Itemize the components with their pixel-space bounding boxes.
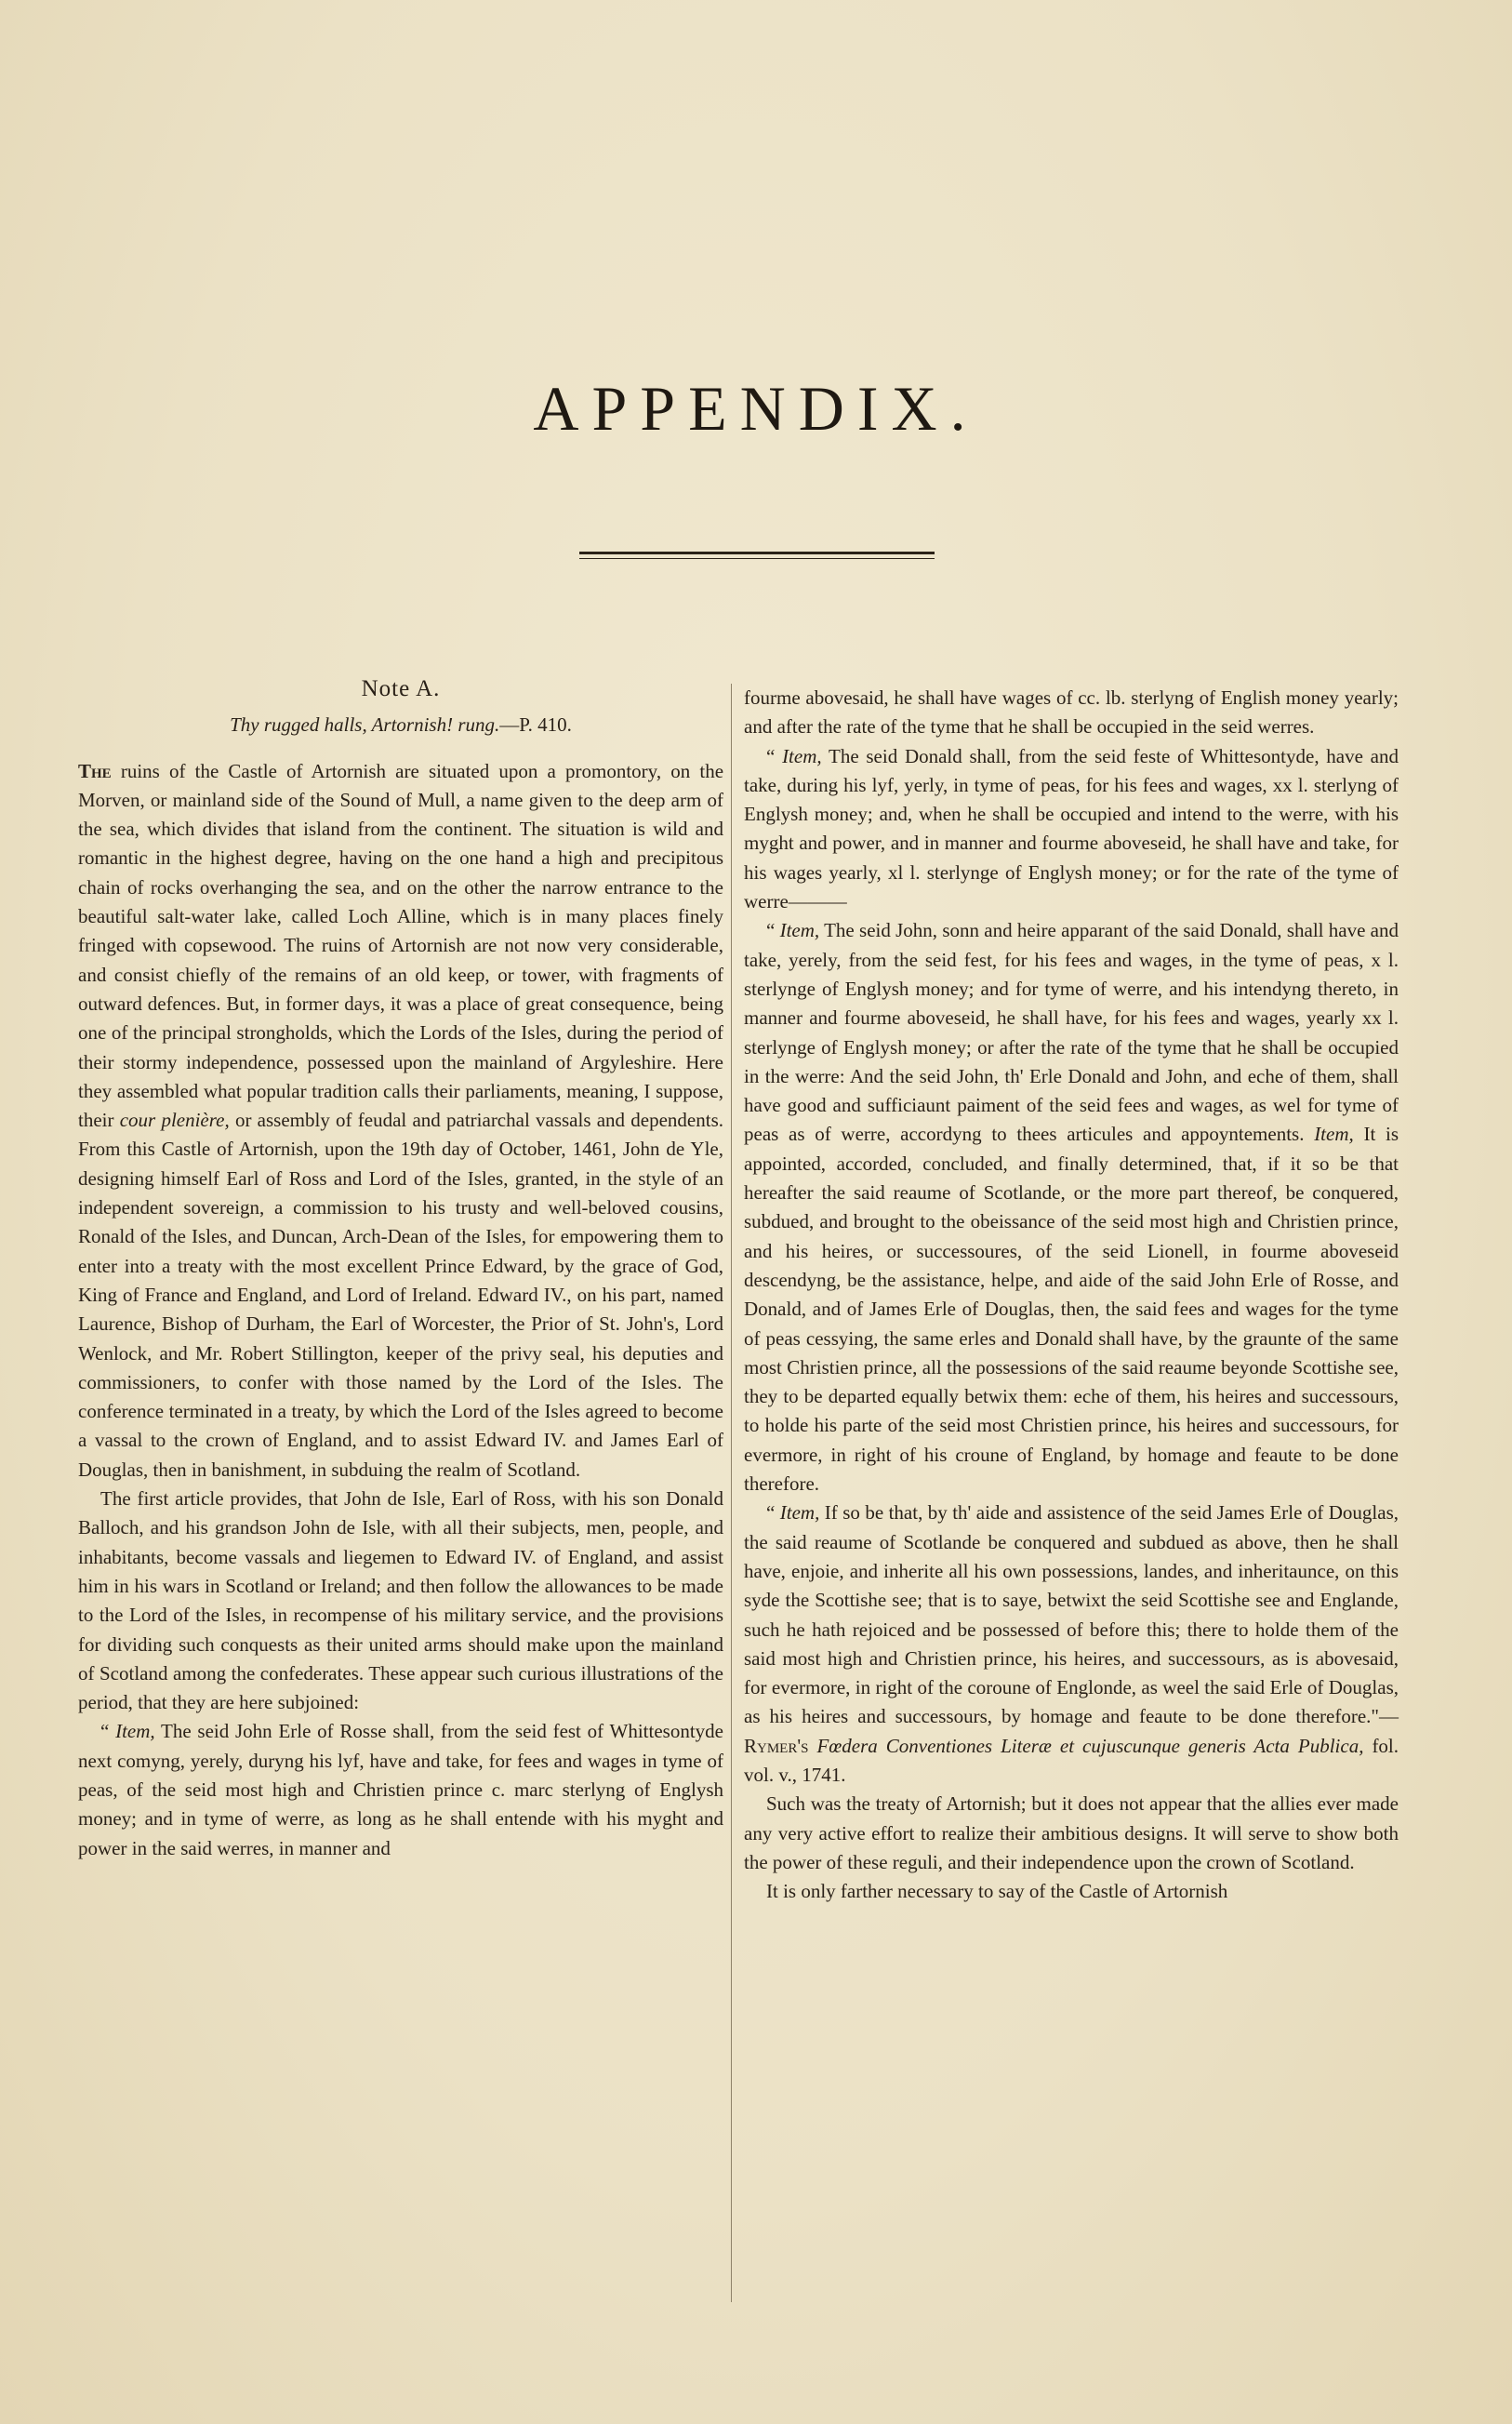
item-three-text: The seid John, sonn and heire apparant of the said Donald, shall have and take, yerely, from the seid fest, for his fees and wages, in the tyme of peas, x l. sterlynge of Englysh money; and for tyme of werre, and his intendyng thereto, in manner and fourme aboveseid, he shall have, for his fees and wages, yearly xx l. sterlynge of Englysh money; or after the rate of the tyme that he shall be occupied in the werre: And the seid John, th' Erle Donald and John, and eche of them, shall have good and sufficiaunt paiment of the seid fees and wages, as wel for tyme of peas as of werre, accordyng to thees articules and appoyntements. [744,919,1399,1146]
paragraph-final: It is only farther necessary to say of the Castle of Artornish [766,1880,1228,1903]
item-two-text: The seid Donald shall, from the seid feste of Whittesontyde, have and take, during his lyf, yerly, in tyme of peas, for his fees and wages, xx l. sterlyng of Englysh money; and, when he shall be occupied and intend to the werre, with his myght and power, and in manner and fourme aboveseid, he shall have and take, for his wages yearly, xl l. sterlynge of Englysh money; or for the rate of the tyme of werre——— [744,744,1399,913]
citation-volume: fol. vol. v., 1741. [744,1734,1399,1786]
item-five-text: If so be that, by th' aide and assistence of the seid James Erle of Douglas, the said reaume of Scotlande be conquered and subdued as above, then he shall have, enjoie, and inherite all his own possessions, landes, and inheritaunce, on this syde the Scottishe see; that is to saye, betwixt the seid Scottishe see and Englande, such he hath rejoiced and be possessed of before this; there to holde them of the said most high and Christien prince, his heires, and successours, as is abovesaid, for evermore, in right of the coroune of Englonde, as weel the said Erle of Douglas, as his heires and successours, by homage and feaute to be done therefore."— [744,1501,1399,1728]
epigraph [78,711,723,739]
item-four-text: It is appointed, accorded, concluded, and finally determined, that, if it so be that hereafter the said reaume of Scotlande, or the more part thereof, be conquered, subdued, and brought to the obeissance of the seid most high and Christien prince, and his heires, or successoures, of the seid Lionell, in fourme aboveseid descendyng, be the assistance, helpe, and aide of the said John Erle of Rosse, and Donald, and of James Erle of Douglas, then, the said fees and wages for the tyme of peas cessying, the same erles and Donald shall have, by the graunte of the same most Christien prince, all the possessions of the said reaume beyonde Scottishe see, they to be departed equally betwix them: eche of them, his heires and successours, to holde his parte of the seid most Christien prince, his heires and successours, for evermore, in right of his croune of England, by homage and feaute to be done therefore. [744,1123,1399,1496]
paragraph-intro-text-b: or assembly of feudal and patriarchal vassals and dependents. From this Castle of Artornish, upon the 19th day of October, 1461, John de Yle, designing himself Earl of Ross and Lord of the Isles, granted, in the style of an independent sovereign, a commission to his trusty and well-beloved cousins, Ronald of the Isles, and Duncan, Arch-Dean of the Isles, for empowering them to enter into a treaty with the most excellent Prince Edward, by the grace of God, King of France and England, and Lord of Ireland. Edward IV., on his part, named Laurence, Bishop of Durham, the Earl of Worcester, the Prior of St. John's, Lord Wenlock, and Mr. Robert Stillington, keeper of the privy seal, his deputies and commissioners, to confer with those named by the Lord of the Isles. The conference terminated in a treaty, by which the Lord of the Isles agreed to become a vassal to the crown of England, and to assist Edward IV. and James Earl of Douglas, then in banishment, in subduing the realm of Scotland. [78,1109,723,1481]
page-title: APPENDIX. [533,373,979,444]
item-label: Item, [779,919,820,942]
item-one-text: The seid John Erle of Rosse shall, from the seid fest of Whittesontyde next comyng, yerely, duryng his lyf, have and take, for fees and wages in tyme of peas, of the seid most high and Christien prince c. marc sterlyng of Englysh money; and in tyme of werre, as long as he shall entende with his myght and power in the said werres, in manner and [78,1720,723,1859]
epigraph-text: Thy rugged halls, Artornish! rung. [230,713,500,737]
citation-title: Fœdera Conventiones Literæ et cujuscunque generis Acta Publica, [816,1734,1364,1757]
paragraph-intro-text-a: ruins of the Castle of Artornish are situated upon a promontory, on the Morven, or mainland side of the Sound of Mull, a name given to the deep arm of the sea, which divides that island from the continent. The situation is wild and romantic in the highest degree, having on the one hand a high and precipitous chain of rocks overhanging the sea, and on the other the narrow entrance to the beautiful salt-water lake, called Loch Alline, which is in many places finely fringed with copsewood. The ruins of Artornish are not now very considerable, and consist chiefly of the remains of an old keep, or tower, with fragments of outward defences. But, in former days, it was a place of great consequence, being one of the principal strongholds, which the Lords of the Isles, during the period of their stormy independence, possessed upon the mainland of Argyleshire. Here they assembled what popular tradition calls their parliaments, meaning, I suppose, their [78,759,724,1132]
paragraph-item-two: “ Item, The seid Donald shall, from the seid feste of Whittesontyde, have and take, during his lyf, yerly, in tyme of peas, for his fees and wages, xx l. sterlyng of Englysh money; and, when he shall be occupied and intend to the werre, with his myght and power, and in manner and fourme aboveseid, he shall have and take, for his wages yearly, xl l. sterlynge of Englysh money; or for the rate of the tyme of werre——— [744,744,1399,913]
item-label: Item, [1314,1123,1354,1146]
citation-author: Rymer's [744,1734,809,1757]
cour-pleniere-term: cour plenière, [119,1109,230,1132]
note-heading: Note A. [361,676,441,701]
item-one-continued: fourme abovesaid, he shall have wages of cc. lb. sterlyng of English money yearly; and after the rate of the tyme that he shall be occupied in the seid werres. [744,686,1399,739]
paragraph-first-article: The first article provides, that John de Isle, Earl of Ross, with his son Donald Balloch, and his grandson John de Isle, with all their subjects, men, people, and inhabitants, become vassals and liegemen to Edward IV. of England, and assist him in his wars in Scotland or Ireland; and then follow the allowances to be made to the Lord of the Isles, in recompense of his military service, and the provisions for dividing such conquests as their united arms should make upon the mainland of Scotland among the confederates. These appear such curious illustrations of the period, that they are here subjoined: [78,1487,723,1714]
item-label: Item, [779,1501,820,1525]
paragraph-treaty-summary: Such was the treaty of Artornish; but it does not appear that the allies ever made any very active effort to realize their ambitious designs. It will serve to show both the power of these reguli, and their independence upon the crown of Scotland. [744,1792,1399,1873]
column-divider [731,684,732,2302]
item-label: Item, [782,744,822,767]
paragraph-lead-word: The [78,759,112,782]
left-column [78,674,723,1863]
paragraph-item-five: “ Item, If so be that, by th' aide and assistence of the seid James Erle of Douglas, the said reaume of Scotlande be conquered and subdued as above, then he shall have, enjoie, and inherite all his own possessions, landes, and inheritaunce, on this syde the Scottishe see; that is to saye, betwixt the seid Scottishe see and Englande, such he hath rejoiced and be possessed of before this; there to holde them of the said most high and Christien prince, his heires, and successours, as is abovesaid, for evermore, in right of the coroune of Englonde, as weel the said Erle of Douglas, as his heires and successours, by homage and feaute to be done therefore."—Rymer's Fœdera Conventiones Literæ et cujuscunque generis Acta Publica, fol. vol. v., 1741. [744,1501,1399,1786]
paragraph-item-one: “ Item, The seid John Erle of Rosse shall, from the seid fest of Whittesontyde next comyng, yerely, duryng his lyf, have and take, for fees and wages in tyme of peas, of the seid most high and Christien prince c. marc sterlyng of Englysh money; and in tyme of werre, as long as he shall entende with his myght and power in the said werres, in manner and [78,1720,723,1859]
title-divider [579,552,935,559]
paragraph-intro [78,757,723,1485]
right-column [744,684,1399,1906]
epigraph-ref: —P. 410. [499,713,572,737]
item-label: Item, [115,1720,155,1743]
paragraph-item-three: “ Item, The seid John, sonn and heire apparant of the said Donald, shall have and take, yerely, from the seid fest, for his fees and wages, in the tyme of peas, x l. sterlynge of Englysh money; and for tyme of werre, and his intendyng thereto, in manner and fourme aboveseid, he shall have, for his fees and wages, yearly xx l. sterlynge of Englysh money; or after the rate of the tyme that he shall be occupied in the werre: And the seid John, th' Erle Donald and John, and eche of them, shall have good and sufficiaunt paiment of the seid fees and wages, as wel for tyme of peas as of werre, accordyng to thees articules and appoyntements. Item, It is appointed, accorded, concluded, and finally determined, that, if it so be that hereafter the said reaume of Scotlande, or the more part thereof, be conquered, subdued, and brought to the obeissance of the seid most high and Christien prince, and his heires, or successoures, of the seid Lionell, in fourme aboveseid descendyng, be the assistance, helpe, and aide of the said John Erle of Rosse, and Donald, and of James Erle of Douglas, then, the said fees and wages for the tyme of peas cessying, the same erles and Donald shall have, by the graunte of the same most Christien prince, all the possessions of the said reaume beyonde Scottishe see, they to be departed equally betwix them: eche of them, his heires and successours, to holde his parte of the seid most Christien prince, his heires and successours, for evermore, in right of his croune of England, by homage and feaute to be done therefore. [744,919,1399,1496]
